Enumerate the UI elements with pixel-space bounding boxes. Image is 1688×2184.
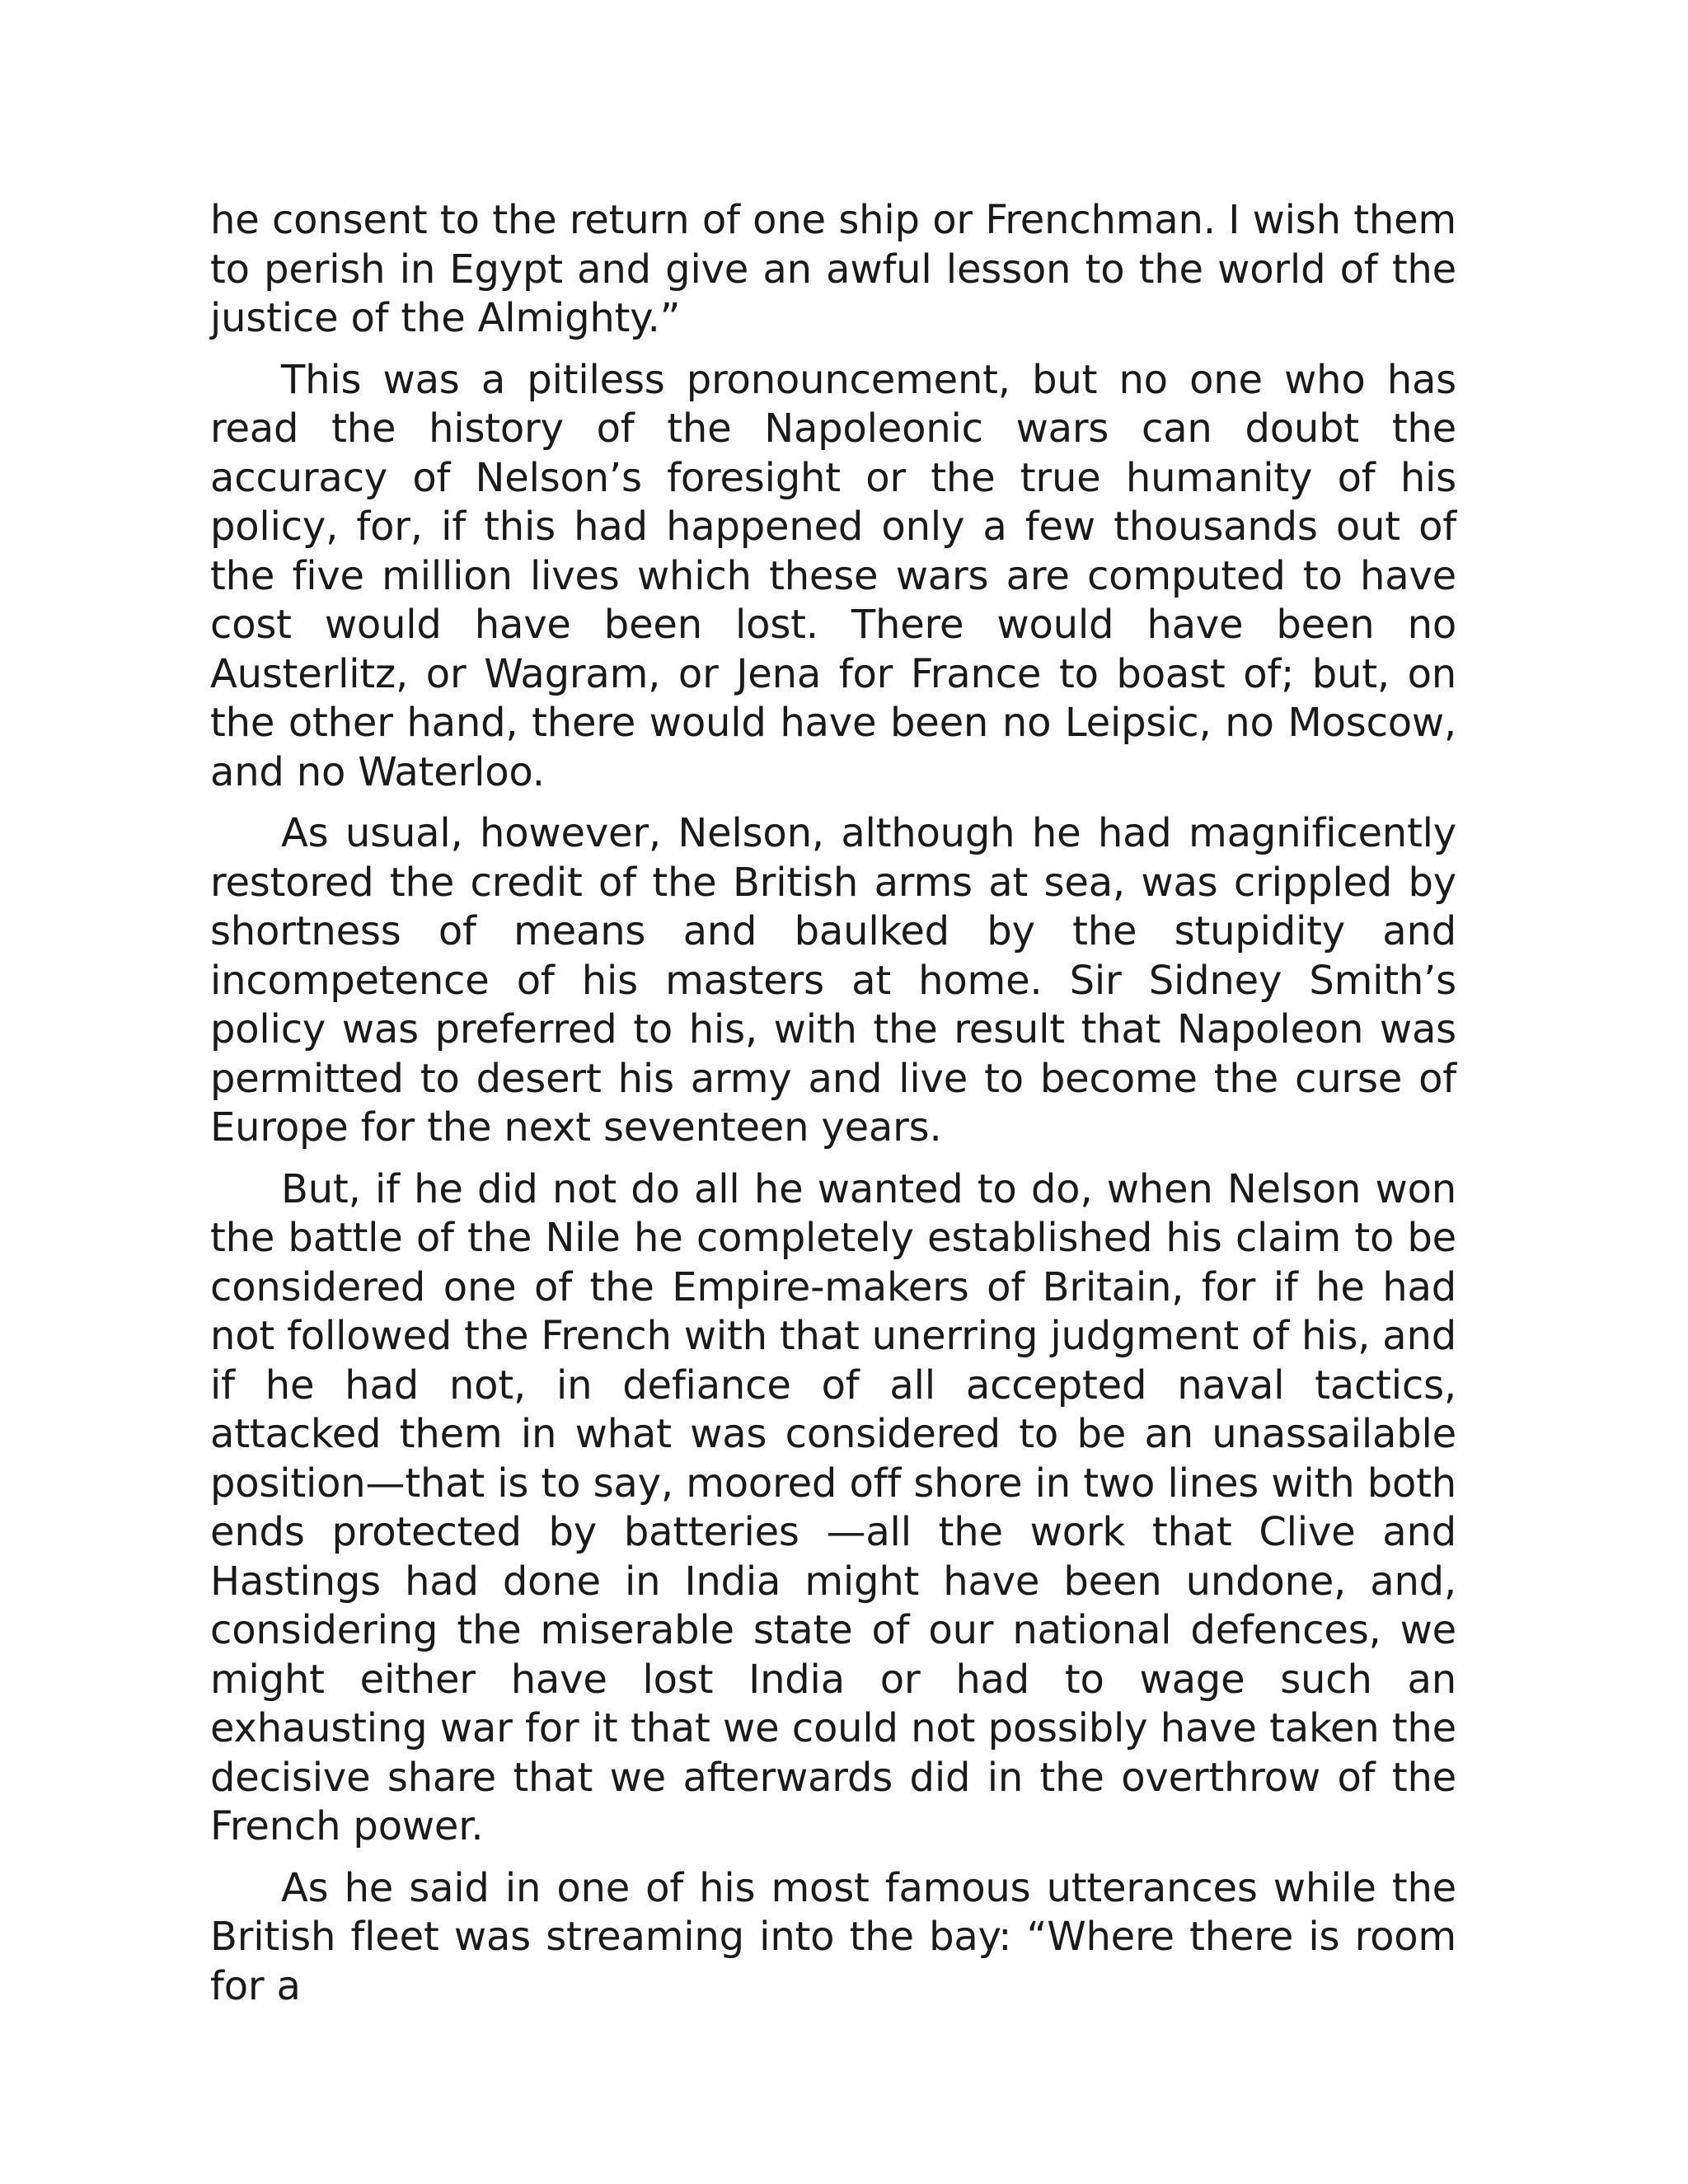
paragraph-pitiless-pronouncement: This was a pitiless pronouncement, but no one who has read the history of the Napoleonic wars can doubt the accuracy of Nelson’s foresight or the true humanity of his policy, for, if this had happened only a few thousands out of the five million lives which these wars are computed to have cost would have been lost. There would have been no Austerlitz, or Wagram, or Jena for France to boast of; but, on the other hand, there would have been no Leipsic, no Moscow, and no Waterloo. xyxy=(210,356,1456,795)
paragraph-as-usual: As usual, however, Nelson, although he had magnificently restored the credit of the British arms at sea, was crippled by shortness of means and baulked by the stupidity and incompetence of his masters at home. Sir Sidney Smith’s policy was preferred to his, with the result that Napoleon was permitted to desert his army and live to become the curse of Europe for the next seventeen years. xyxy=(210,810,1456,1151)
paragraph-continuation: he consent to the return of one ship or Frenchman. I wish them to perish in Egypt and give an awful lesson to the world of the justice of the Almighty.” xyxy=(210,197,1456,341)
paragraph-famous-utterances: As he said in one of his most famous utterances while the British fleet was streaming into the bay: “Where there is room for a xyxy=(210,1864,1456,2009)
page-body xyxy=(210,196,1456,2023)
paragraph-battle-of-the-nile: But, if he did not do all he wanted to do, when Nelson won the battle of the Nile he completely established his claim to be considered one of the Empire-makers of Britain, for if he had not followed the French with that unerring judgment of his, and if he had not, in defiance of all accepted naval tactics, attacked them in what was considered to be an unassailable position—that is to say, moored off shore in two lines with both ends protected by batteries —all the work that Clive and Hastings had done in India might have been undone, and, considering the miserable state of our national defences, we might either have lost India or had to wage such an exhausting war for it that we could not possibly have taken the decisive share that we afterwards did in the overthrow of the French power. xyxy=(210,1165,1456,1849)
